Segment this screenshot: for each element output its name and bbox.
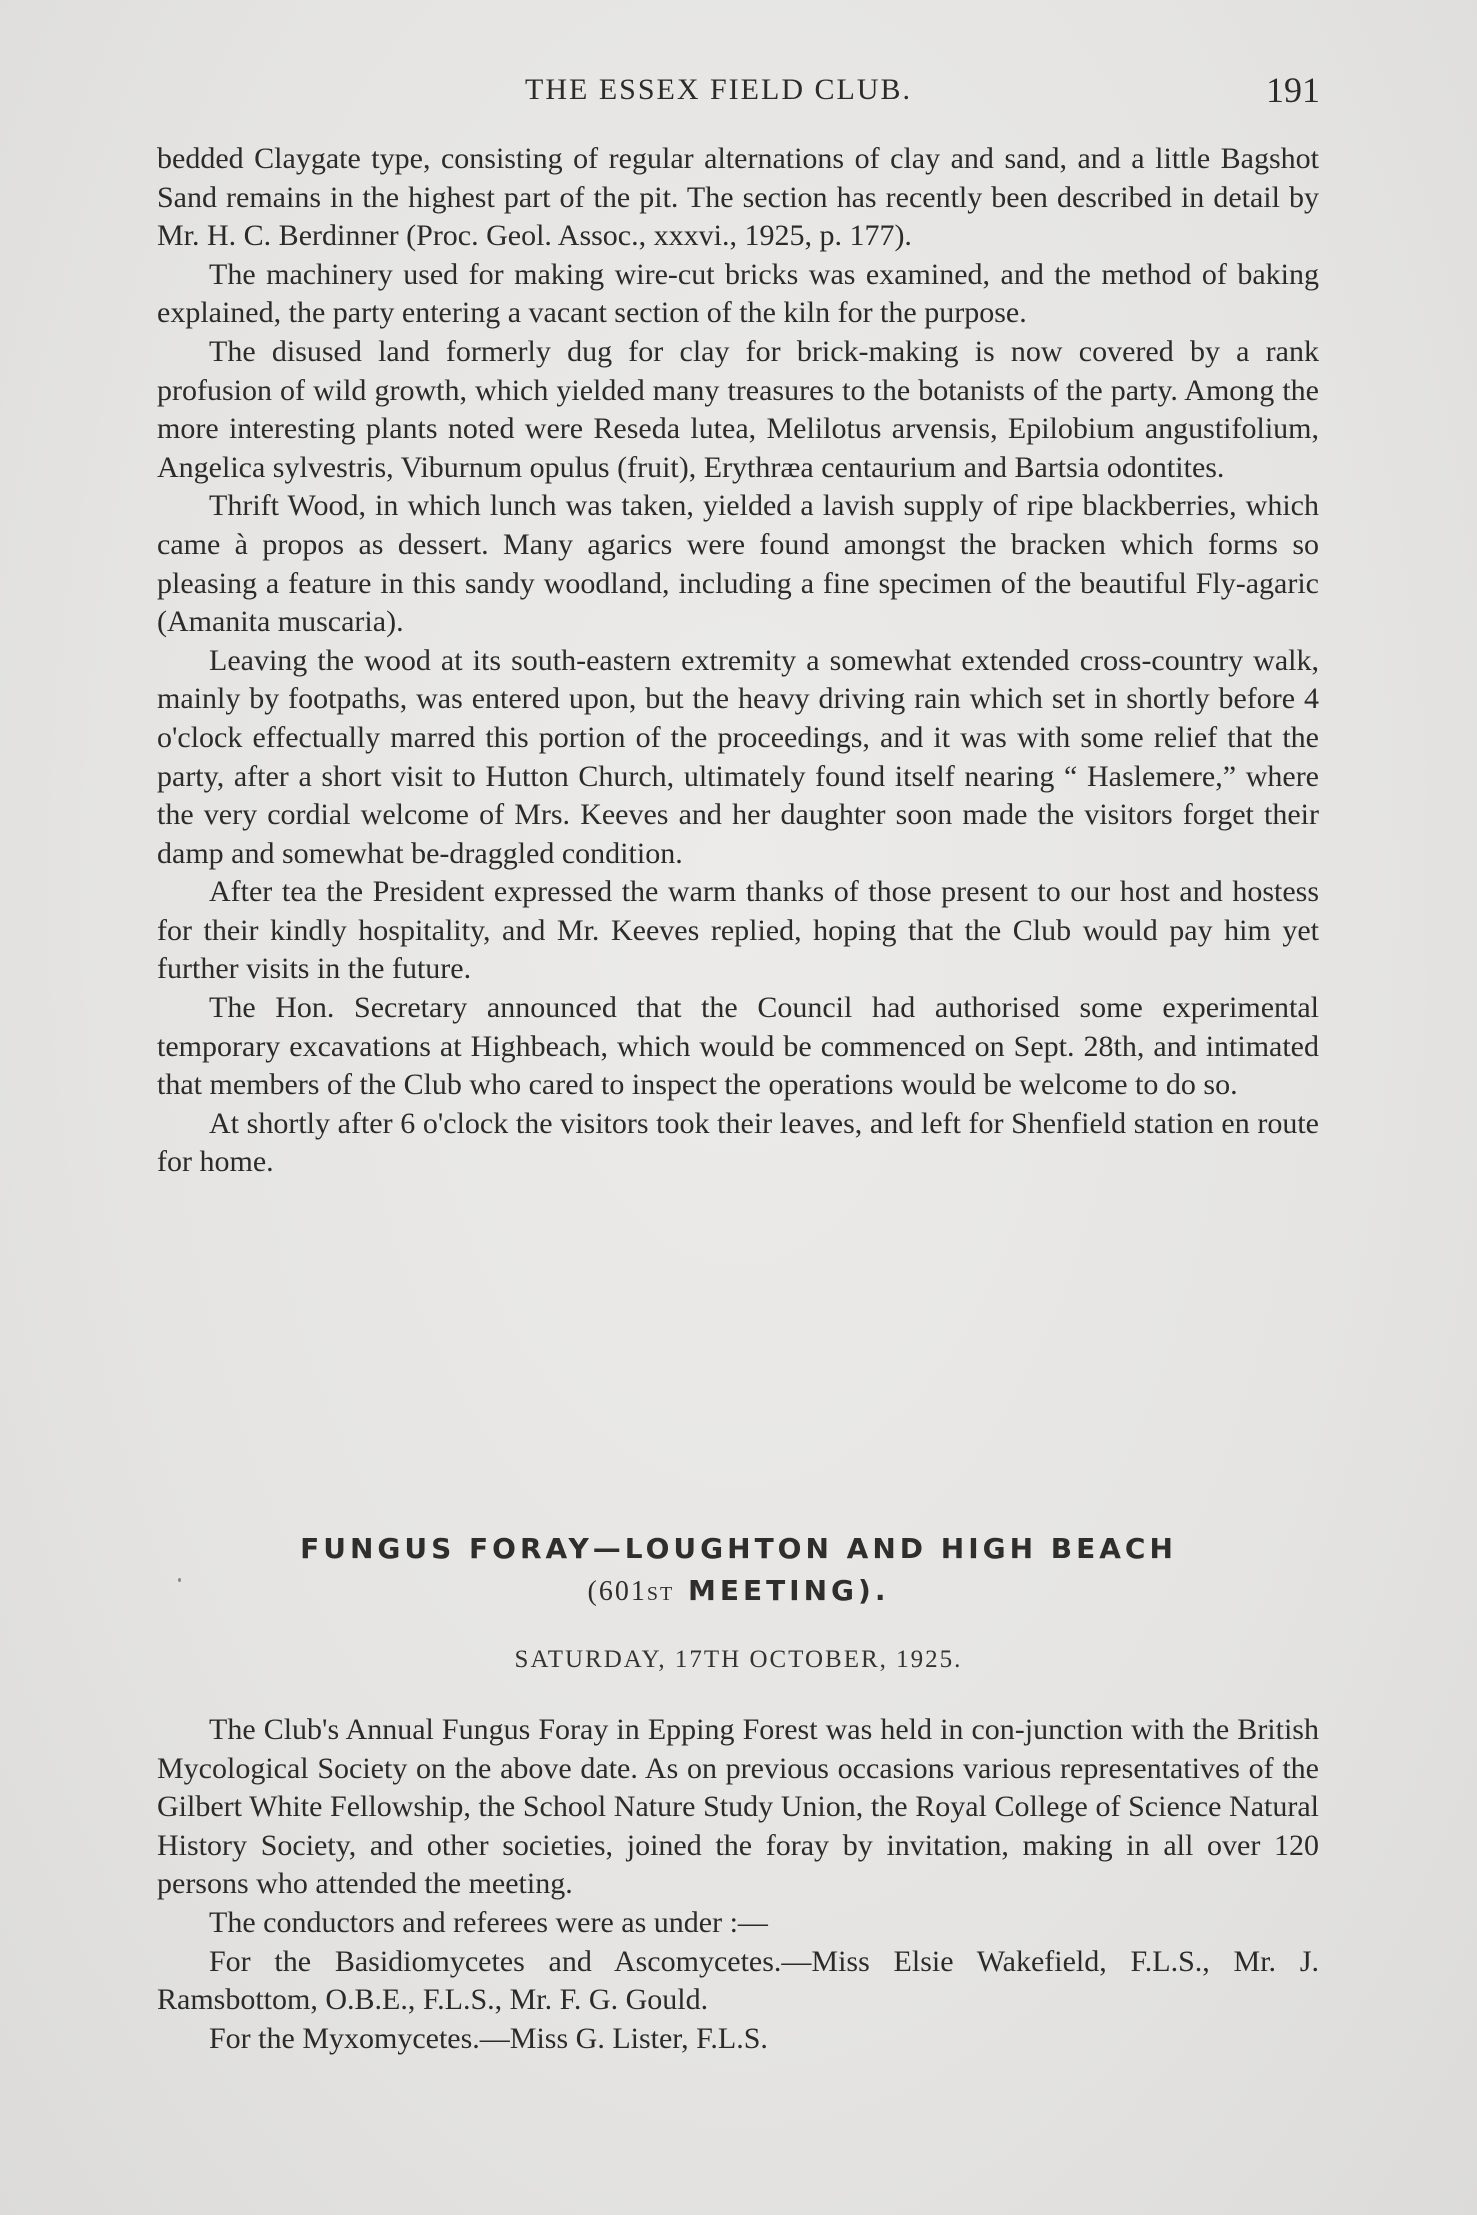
body-text-bottom xyxy=(157,1711,1319,2058)
paragraph-annual-foray: The Club's Annual Fungus Foray in Epping Forest was held in con-junction with the British Mycological Society on the above date. As on previous occasions various representatives of the Gilbert White Fellowship, the School Nature Study Union, the Royal College of Science Natural History Society, and other societies, joined the foray by invitation, making in all over 120 persons who attended the meeting. xyxy=(157,1713,1319,1901)
paragraph-basidiomycetes: For the Basidiomycetes and Ascomycetes.—Miss Elsie Wakefield, F.L.S., Mr. J. Ramsbottom, O.B.E., F.L.S., Mr. F. G. Gould. xyxy=(157,1944,1319,2017)
meeting-number: (601st xyxy=(587,1576,675,1607)
section-heading-line-2 xyxy=(150,1570,1327,1613)
paragraph-myxomycetes: For the Myxomycetes.—Miss G. Lister, F.L.S. xyxy=(209,2021,768,2055)
body-text-top xyxy=(157,140,1319,1182)
meeting-word: MEETING). xyxy=(687,1574,890,1607)
paragraph-after-tea: After tea the President expressed the warm thanks of those present to our host and hostess for their kindly hospitality, and Mr. Keeves replied, hoping that the Club would pay him yet further visits in the future. xyxy=(157,875,1319,986)
running-head xyxy=(150,68,1320,112)
running-title: THE ESSEX FIELD CLUB. xyxy=(525,73,912,106)
section-heading-line-1: FUNGUS FORAY—LOUGHTON AND HIGH BEACH xyxy=(300,1532,1177,1565)
paragraph-departure: At shortly after 6 o'clock the visitors took their leaves, and left for Shenfield station en route for home. xyxy=(157,1106,1319,1179)
paragraph-conductors: The conductors and referees were as under :— xyxy=(209,1905,768,1939)
paragraph-hon-secretary: The Hon. Secretary announced that the Council had authorised some experimental temporary excavations at Highbeach, which would be commenced on Sept. 28th, and intimated that members of the Club who cared to inspect the operations would be welcome to do so. xyxy=(157,991,1319,1102)
meeting-date: SATURDAY, 17TH OCTOBER, 1925. xyxy=(514,1646,963,1673)
section-heading xyxy=(150,1528,1327,1613)
paragraph-machinery: The machinery used for making wire-cut bricks was examined, and the method of baking explained, the party entering a vacant section of the kiln for the purpose. xyxy=(157,257,1319,330)
paragraph-claygate: bedded Claygate type, consisting of regular alternations of clay and sand, and a little Bagshot Sand remains in the highest part of the pit. The section has recently been described in detail by Mr. H. C. Berdinner (Proc. Geol. Assoc., xxxvi., 1925, p. 177). xyxy=(157,142,1319,253)
paragraph-thrift-wood: Thrift Wood, in which lunch was taken, yielded a lavish supply of ripe blackberries, which came à propos as dessert. Many agarics were found amongst the bracken which forms so pleasing a feature in this sandy woodland, including a fine specimen of the beautiful Fly-agaric (Amanita muscaria). xyxy=(157,489,1319,639)
paragraph-leaving-wood: Leaving the wood at its south-eastern extremity a somewhat extended cross-country walk, mainly by footpaths, was entered upon, but the heavy driving rain which set in shortly before 4 o'clock effectually marred this portion of the proceedings, and it was with some relief that the party, after a short visit to Hutton Church, ultimately found itself nearing “ Haslemere,” where the very cordial welcome of Mrs. Keeves and her daughter soon made the visitors forget their damp and somewhat be-draggled condition. xyxy=(157,643,1319,870)
paragraph-disused-land: The disused land formerly dug for clay for brick-making is now covered by a rank profusion of wild growth, which yielded many treasures to the botanists of the party. Among the more interesting plants noted were Reseda lutea, Melilotus arvensis, Epilobium angustifolium, Angelica sylvestris, Viburnum opulus (fruit), Erythræa centaurium and Bartsia odontites. xyxy=(157,334,1319,484)
page-number: 191 xyxy=(1266,70,1320,110)
